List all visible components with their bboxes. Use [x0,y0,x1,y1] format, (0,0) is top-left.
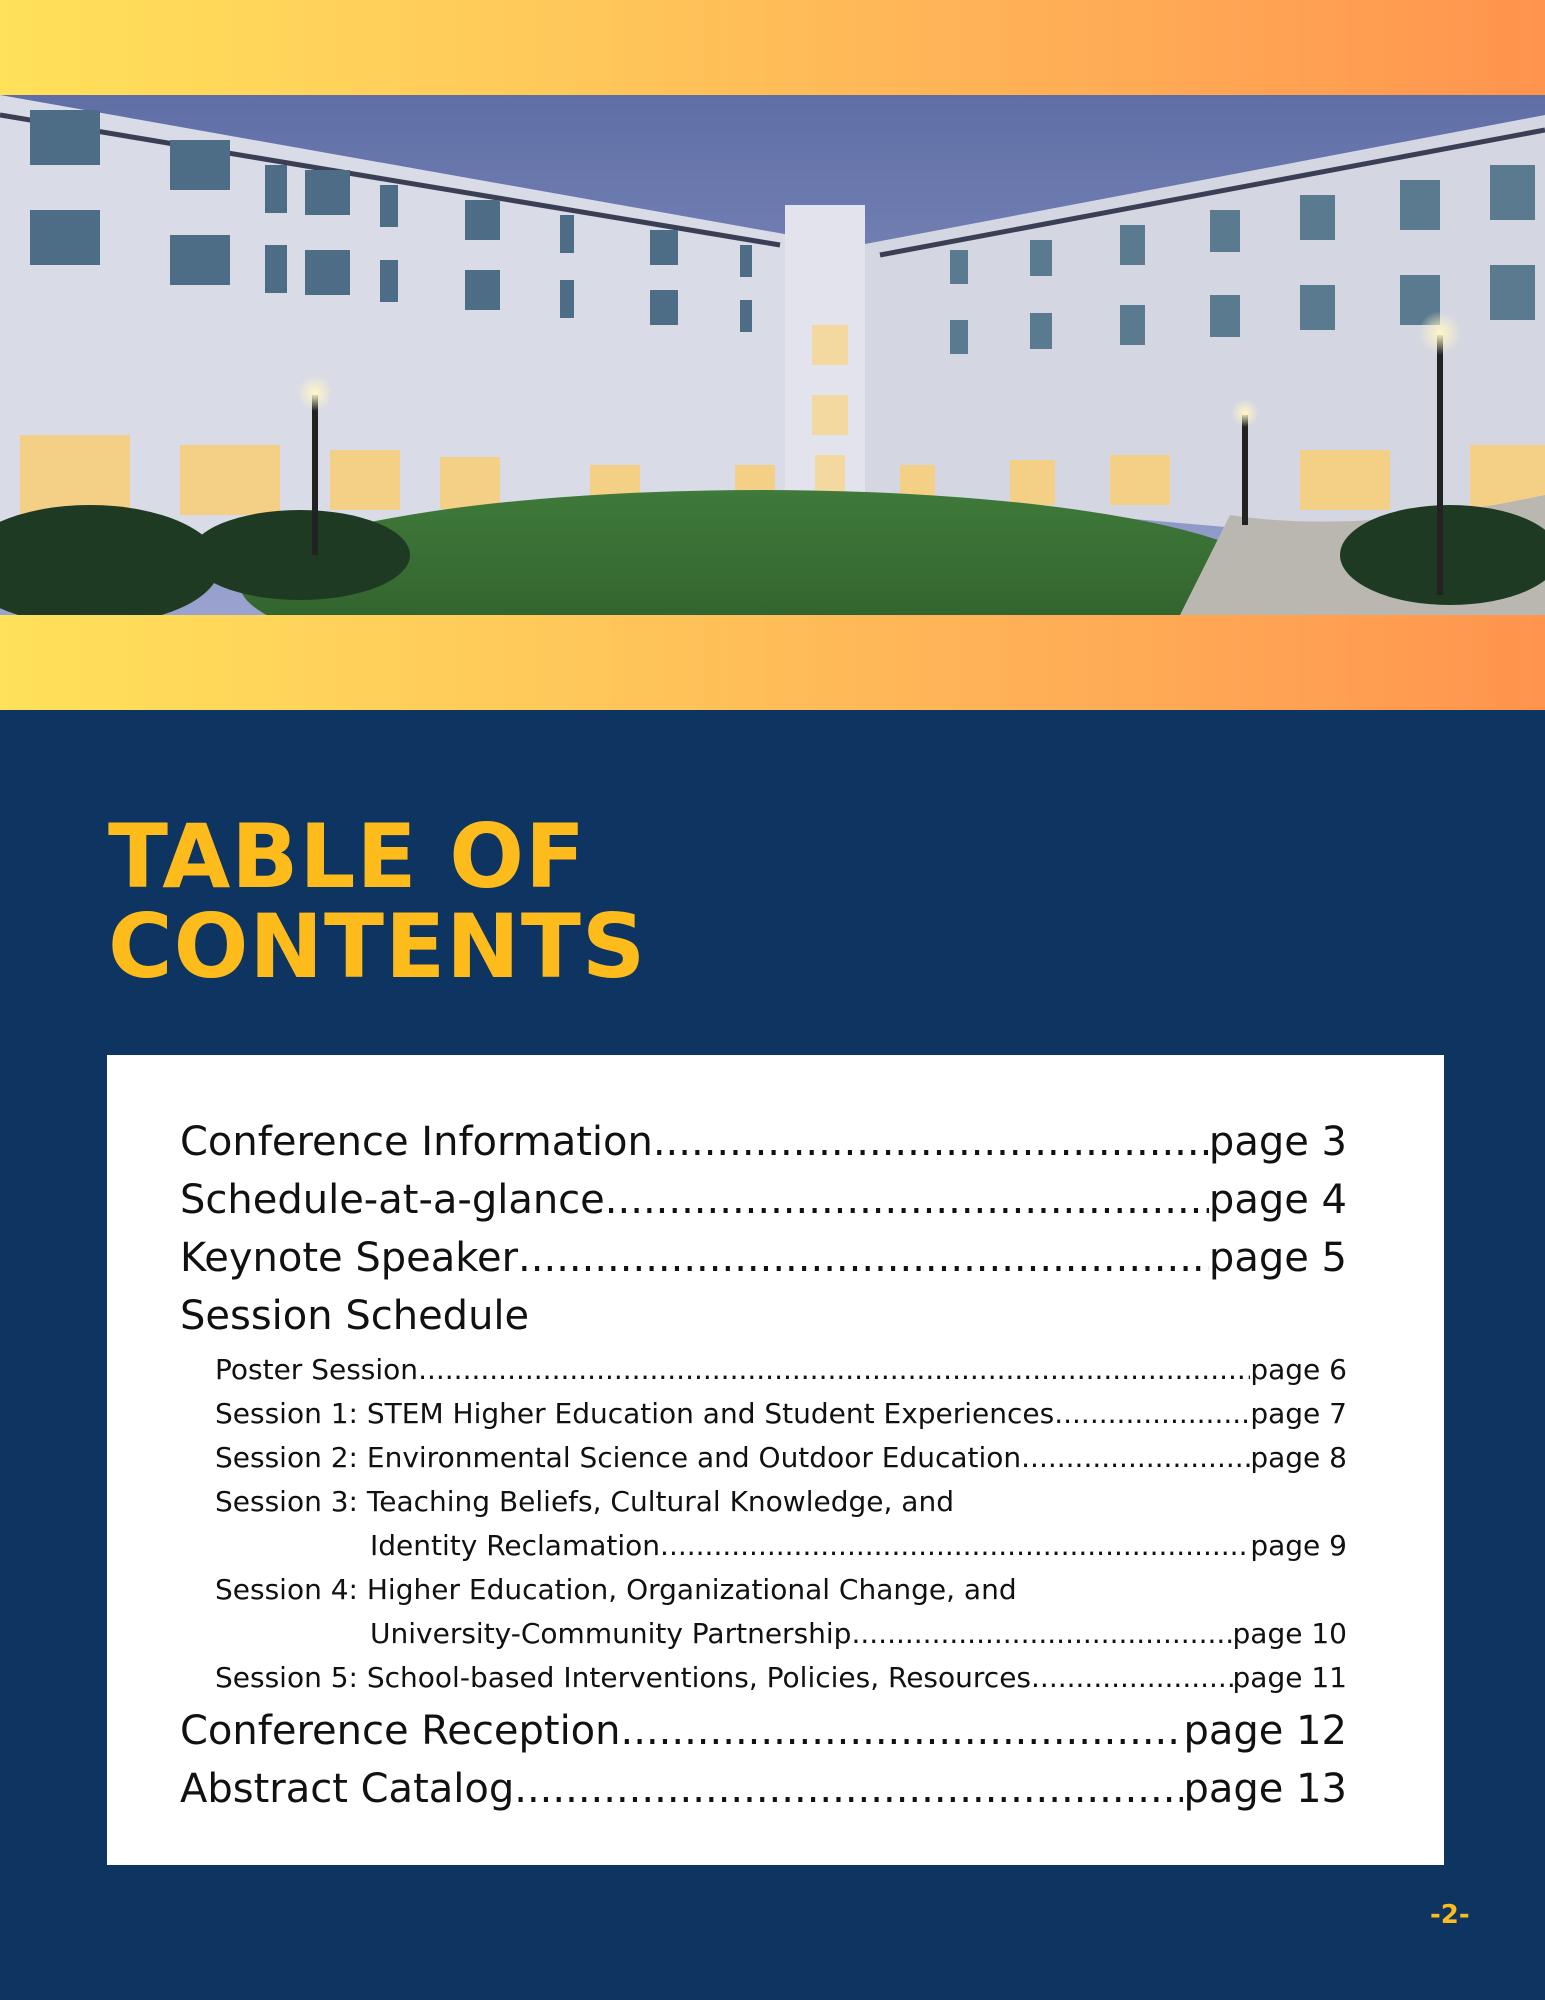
title-line-2: CONTENTS [108,895,647,998]
toc-entry-conference-reception[interactable] [180,1703,1347,1759]
toc-page: page 12 [1183,1708,1347,1754]
dot-leader [1021,1437,1250,1479]
toc-entry-conference-information[interactable] [180,1114,1347,1170]
toc-page: page 4 [1208,1177,1347,1223]
toc-label: Schedule-at-a-glance [180,1177,605,1223]
title-line-1: TABLE OF [108,805,587,908]
toc-label: Conference Reception [180,1708,621,1754]
toc-heading-session-schedule: Session Schedule [180,1293,530,1339]
toc-page: page 13 [1183,1766,1347,1812]
toc-page: page 5 [1208,1235,1347,1281]
dot-leader [660,1525,1250,1567]
toc-label: Keynote Speaker [180,1235,519,1281]
toc-label: Poster Session [215,1353,419,1386]
dot-leader [605,1172,1209,1228]
dot-leader [518,1230,1209,1286]
toc-entry-session-2[interactable] [215,1437,1347,1479]
page-number: -2- [1430,1900,1470,1930]
toc-page: page 3 [1208,1119,1347,1165]
toc-label: Conference Information [180,1119,653,1165]
toc-label: Abstract Catalog [180,1766,515,1812]
toc-page: page 7 [1250,1397,1347,1430]
toc-entry-keynote-speaker[interactable] [180,1230,1347,1286]
toc-entry-session-5[interactable] [215,1657,1347,1699]
toc-page: page 11 [1232,1661,1347,1694]
toc-label: Session 5: School-based Interventions, Policies, Resources [215,1661,1032,1694]
toc-entry-session-3[interactable] [370,1525,1347,1567]
toc-page: page 10 [1232,1617,1347,1650]
dot-leader [514,1761,1183,1817]
toc-entry-schedule-at-a-glance[interactable] [180,1172,1347,1228]
toc-label: Session 1: STEM Higher Education and Student Experiences [215,1397,1055,1430]
toc-entry-abstract-catalog[interactable] [180,1761,1347,1817]
dot-leader [653,1114,1209,1170]
dot-leader [1054,1393,1250,1435]
page-title [108,805,647,998]
dot-leader [851,1613,1232,1655]
dot-leader [621,1703,1184,1759]
toc-page: page 6 [1250,1353,1347,1386]
campus-building-photo [0,95,1545,615]
toc-entry-poster-session[interactable] [215,1349,1347,1391]
toc-label: Session 2: Environmental Science and Outdoor Education [215,1441,1022,1474]
toc-label: University-Community Partnership [370,1617,852,1650]
toc-page: page 8 [1250,1441,1347,1474]
toc-label: Identity Reclamation [370,1529,661,1562]
dot-leader [1031,1657,1233,1699]
dot-leader [418,1349,1250,1391]
toc-entry-session-3-line-1[interactable]: Session 3: Teaching Beliefs, Cultural Knowledge, and [215,1485,954,1518]
toc-entry-session-4[interactable] [370,1613,1347,1655]
toc-page: page 9 [1250,1529,1347,1562]
toc-entry-session-4-line-1[interactable]: Session 4: Higher Education, Organizational Change, and [215,1573,1017,1606]
toc-card [107,1055,1444,1865]
toc-entry-session-1[interactable] [215,1393,1347,1435]
